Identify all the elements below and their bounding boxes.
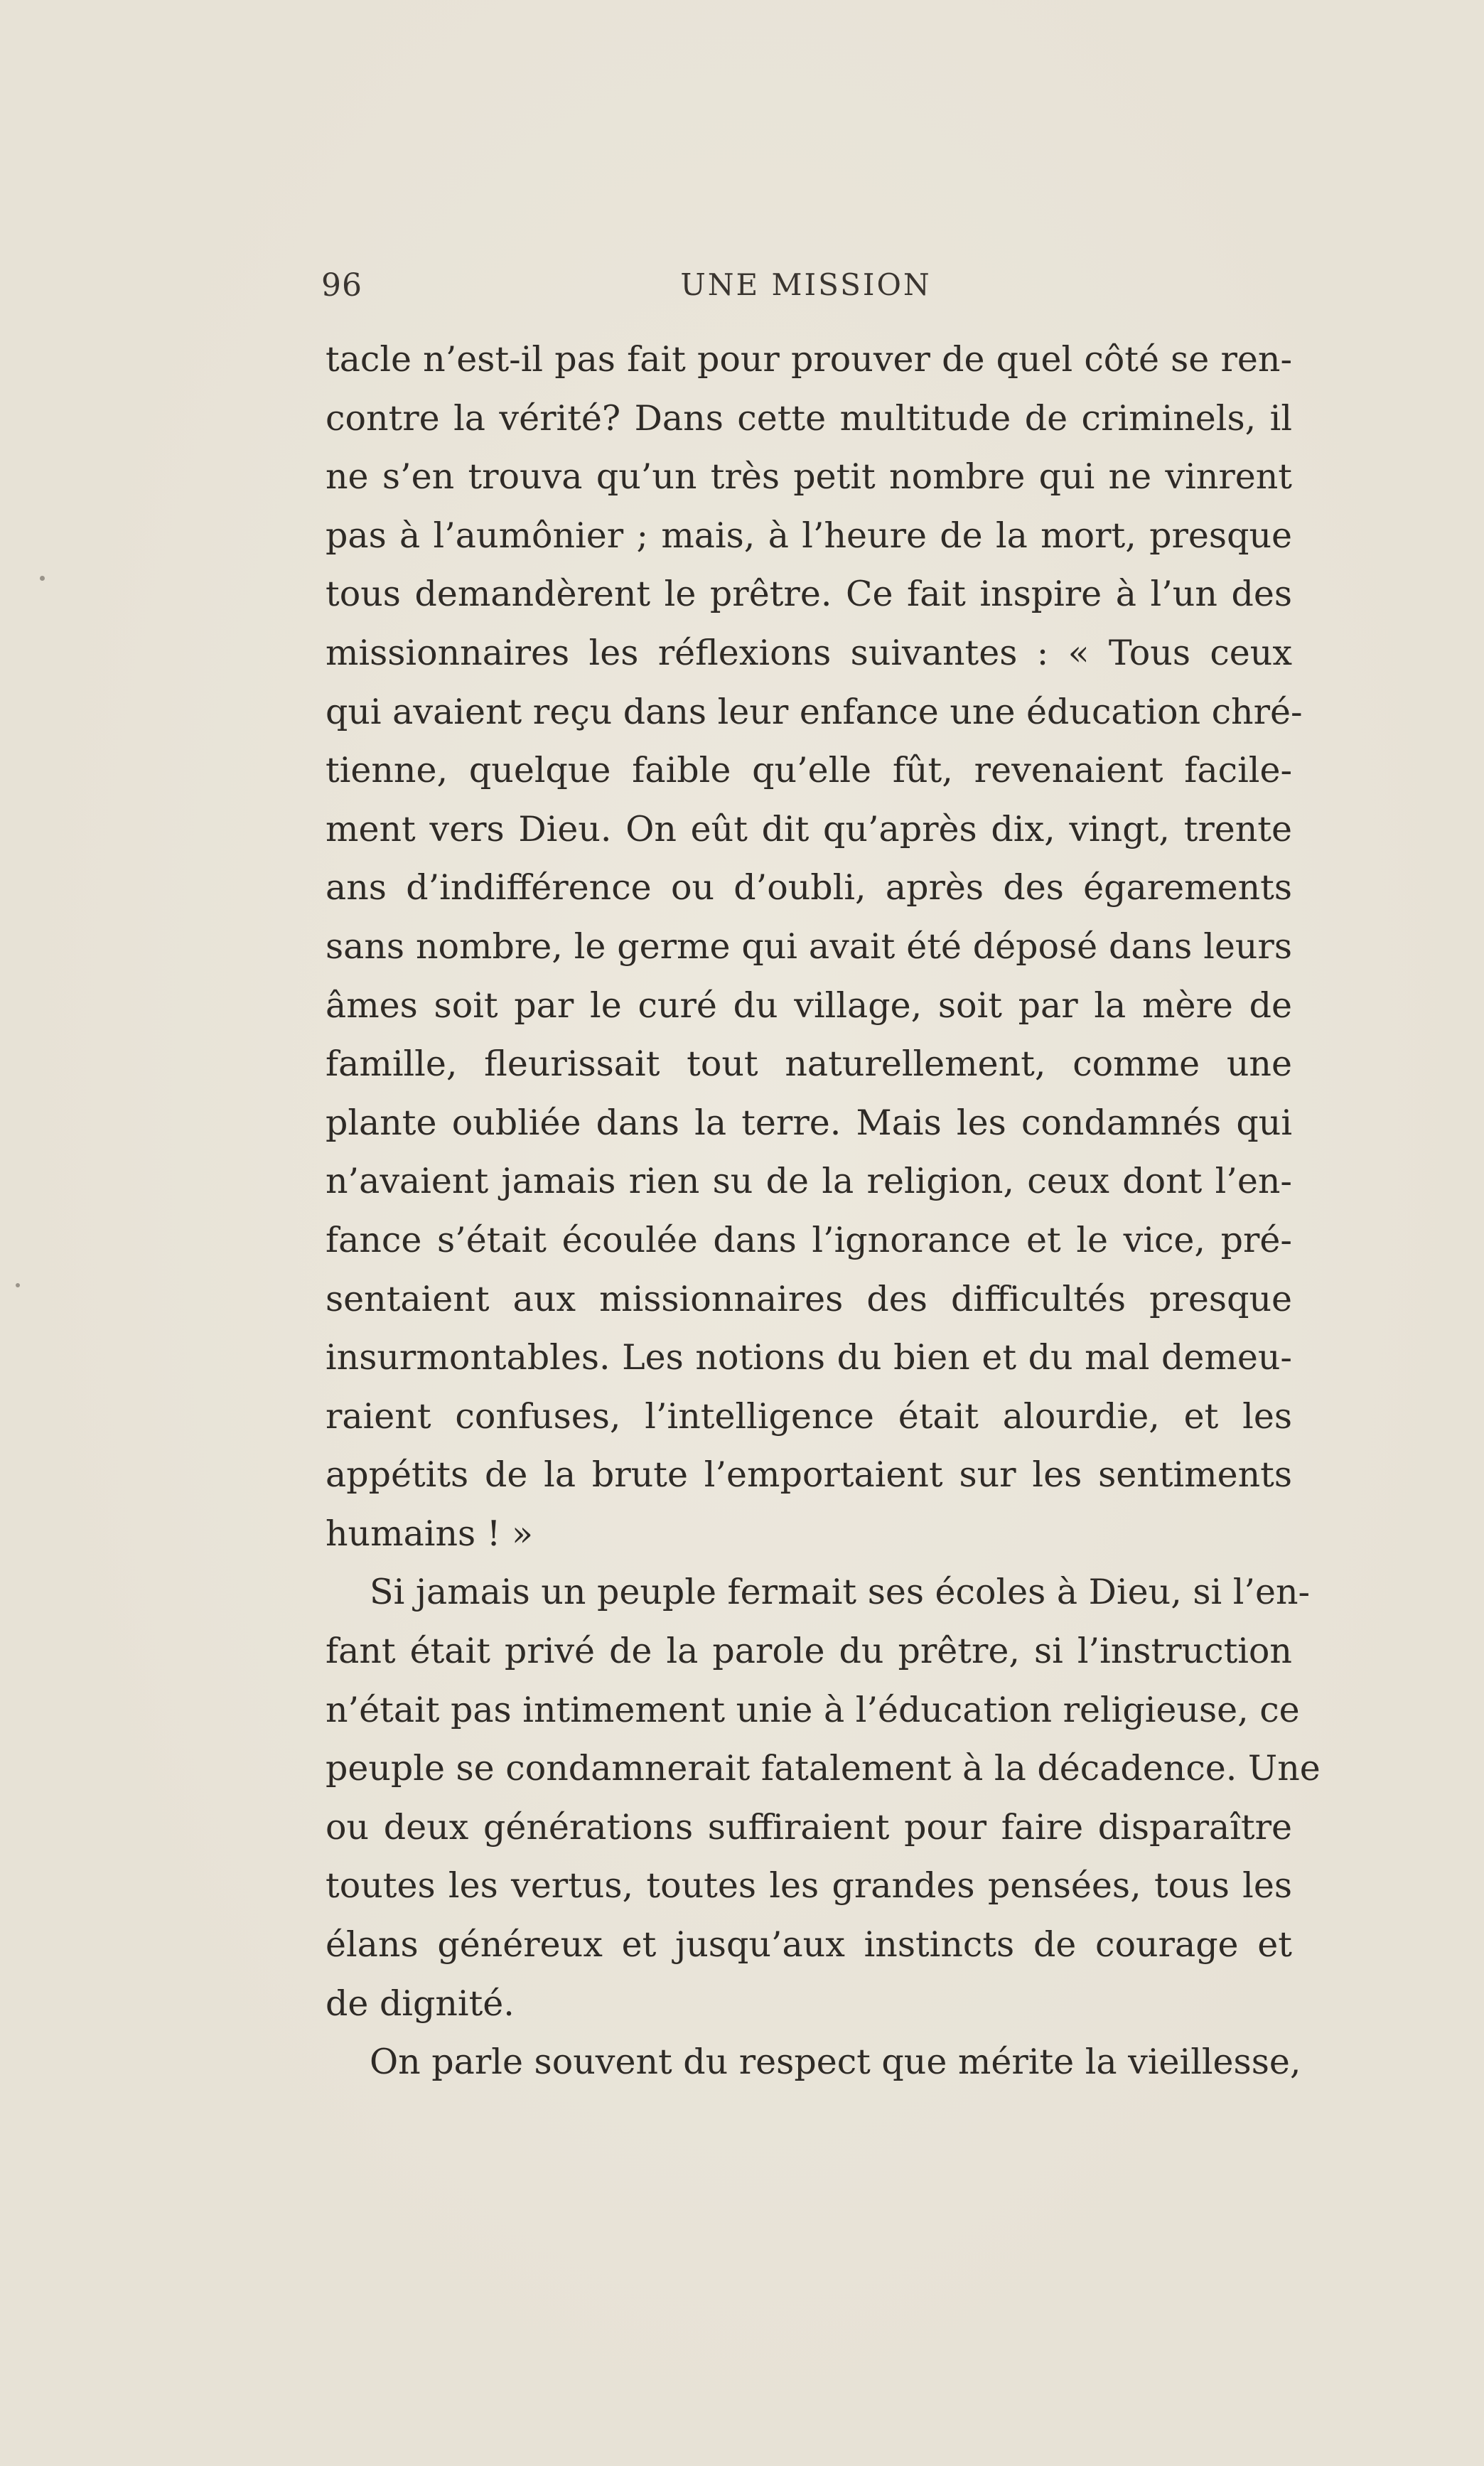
text-line: toutes les vertus, toutes les grandes pensées, tous les	[326, 1865, 1292, 1907]
text-line: tienne, quelque faible qu’elle fût, revenaient facile-	[326, 750, 1292, 791]
text-line: appétits de la brute l’emportaient sur les sentiments	[326, 1454, 1292, 1496]
text-line: élans généreux et jusqu’aux instincts de courage et	[326, 1924, 1292, 1966]
text-line: plante oubliée dans la terre. Mais les condamnés qui	[326, 1102, 1292, 1143]
text-line: missionnaires les réflexions suivantes : « Tous ceux	[326, 632, 1292, 673]
text-line: ou deux générations suffiraient pour faire disparaître	[326, 1806, 1292, 1848]
text-line: qui avaient reçu dans leur enfance une éducation chré-	[326, 691, 1303, 732]
text-line: raient confuses, l’intelligence était alourdie, et les	[326, 1395, 1292, 1437]
paragraph-end-line: humains ! »	[326, 1513, 533, 1554]
text-line: n’était pas intimement unie à l’éducation religieuse, ce	[326, 1689, 1300, 1730]
text-line: sans nombre, le germe qui avait été déposé dans leurs	[326, 926, 1292, 967]
running-title: UNE MISSION	[680, 267, 932, 302]
text-line: n’avaient jamais rien su de la religion, ceux dont l’en-	[326, 1161, 1292, 1202]
text-line: fant était privé de la parole du prêtre, si l’instruction	[326, 1631, 1292, 1672]
text-line: contre la vérité? Dans cette multitude de criminels, il	[326, 397, 1292, 439]
text-line: tacle n’est-il pas fait pour prouver de quel côté se ren-	[326, 339, 1292, 380]
paragraph-first-line: On parle souvent du respect que mérite la vieillesse,	[370, 2042, 1301, 2083]
text-line: insurmontables. Les notions du bien et du mal demeu-	[326, 1337, 1292, 1378]
text-line: âmes soit par le curé du village, soit par la mère de	[326, 985, 1292, 1026]
page-header	[321, 262, 1291, 311]
text-line: ans d’indifférence ou d’oubli, après des égarements	[326, 867, 1292, 908]
text-line: ment vers Dieu. On eût dit qu’après dix, vingt, trente	[326, 808, 1292, 849]
body-text	[326, 331, 1321, 2092]
paragraph-end-line: de dignité.	[326, 1983, 515, 2024]
text-line: tous demandèrent le prêtre. Ce fait inspire à l’un des	[326, 574, 1292, 615]
page-number: 96	[321, 267, 362, 304]
paper-speck	[40, 576, 45, 581]
text-line: sentaient aux missionnaires des difficultés presque	[326, 1278, 1292, 1319]
paper-speck	[16, 1283, 20, 1287]
text-line: pas à l’aumônier ; mais, à l’heure de la mort, presque	[326, 515, 1292, 556]
text-line: famille, fleurissait tout naturellement, comme une	[326, 1044, 1292, 1085]
text-line: peuple se condamnerait fatalement à la décadence. Une	[326, 1748, 1321, 1789]
text-line: ne s’en trouva qu’un très petit nombre qui ne vinrent	[326, 456, 1292, 498]
paragraph-first-line: Si jamais un peuple fermait ses écoles à Dieu, si l’en-	[370, 1572, 1311, 1613]
text-line: fance s’était écoulée dans l’ignorance et le vice, pré-	[326, 1219, 1292, 1260]
